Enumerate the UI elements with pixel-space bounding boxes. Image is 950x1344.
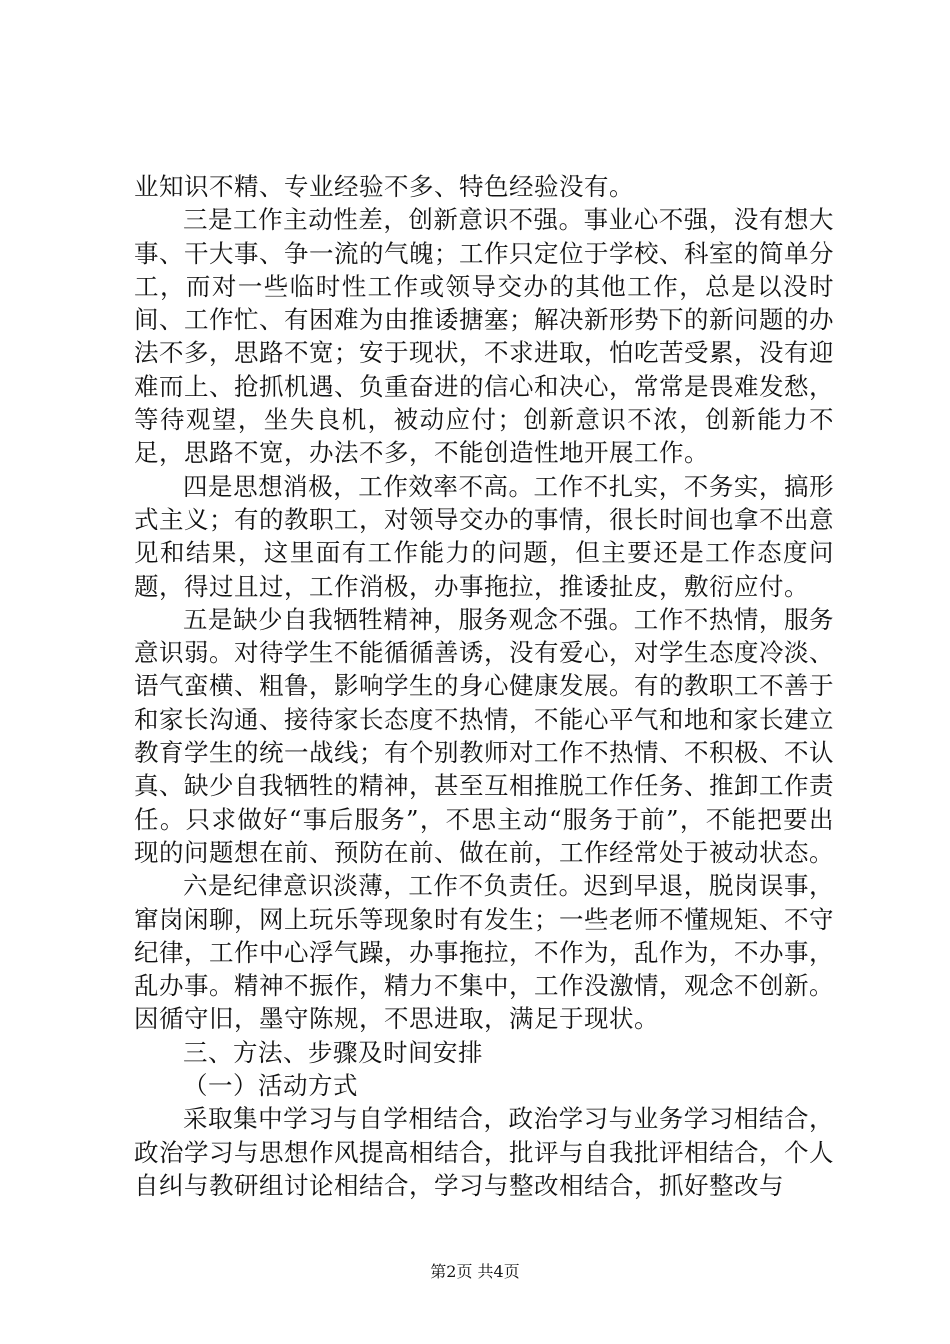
paragraph-continuation: 业知识不精、专业经验不多、特色经验没有。 xyxy=(134,172,634,201)
document-body xyxy=(134,170,834,1202)
subsection-heading-activity-mode: （一）活动方式 xyxy=(183,1071,358,1101)
page-number-footer: 第2页 共4页 xyxy=(430,1262,520,1281)
section-heading-methods: 三、方法、步骤及时间安排 xyxy=(183,1037,483,1067)
paragraph-point-six: 六是纪律意识淡薄，工作不负责任。迟到早退，脱岗误事，窜岗闲聊，网上玩乐等现象时有发生；一些老师不懂规矩、不守纪律，工作中心浮气躁，办事拖拉，不作为，乱作为，不办事，乱办事。精神不振作，精力不集中，工作没激情，观念不创新。因循守旧，墨守陈规，不思进取，满足于现状。 xyxy=(134,871,834,1034)
paragraph-point-four: 四是思想消极，工作效率不高。工作不扎实，不务实，搞形式主义；有的教职工，对领导交办的事情，很长时间也拿不出意见和结果，这里面有工作能力的问题，但主要还是工作态度问题，得过且过，工作消极，办事拖拉，推诿扯皮，敷衍应付。 xyxy=(134,471,834,601)
paragraph-point-five: 五是缺少自我牺牲精神，服务观念不强。工作不热情，服务意识弱。对待学生不能循循善诱，没有爱心，对学生态度冷淡、语气蛮横、粗鲁，影响学生的身心健康发展。有的教职工不善于和家长沟通、接待家长态度不热情，不能心平气和地和家长建立教育学生的统一战线；有个别教师对工作不热情、不积极、不认真、缺少自我牺牲的精神，甚至互相推脱工作任务、推卸工作责任。只求做好“事后服务”，不思主动“服务于前”，不能把要出现的问题想在前、预防在前、做在前，工作经常处于被动状态。 xyxy=(134,604,834,867)
paragraph-activity-mode: 采取集中学习与自学相结合，政治学习与业务学习相结合，政治学习与思想作风提高相结合，批评与自我批评相结合，个人自纠与教研组讨论相结合，学习与整改相结合，抓好整改与 xyxy=(134,1104,834,1200)
paragraph-point-three: 三是工作主动性差，创新意识不强。事业心不强，没有想大事、干大事、争一流的气魄；工作只定位于学校、科室的简单分工，而对一些临时性工作或领导交办的其他工作，总是以没时间、工作忙、有困难为由推诿搪塞；解决新形势下的新问题的办法不多，思路不宽；安于现状，不求进取，怕吃苦受累，没有迎难而上、抢抓机遇、负重奋进的信心和决心，常常是畏难发愁，等待观望，坐失良机，被动应付；创新意识不浓，创新能力不足，思路不宽，办法不多，不能创造性地开展工作。 xyxy=(134,205,834,468)
